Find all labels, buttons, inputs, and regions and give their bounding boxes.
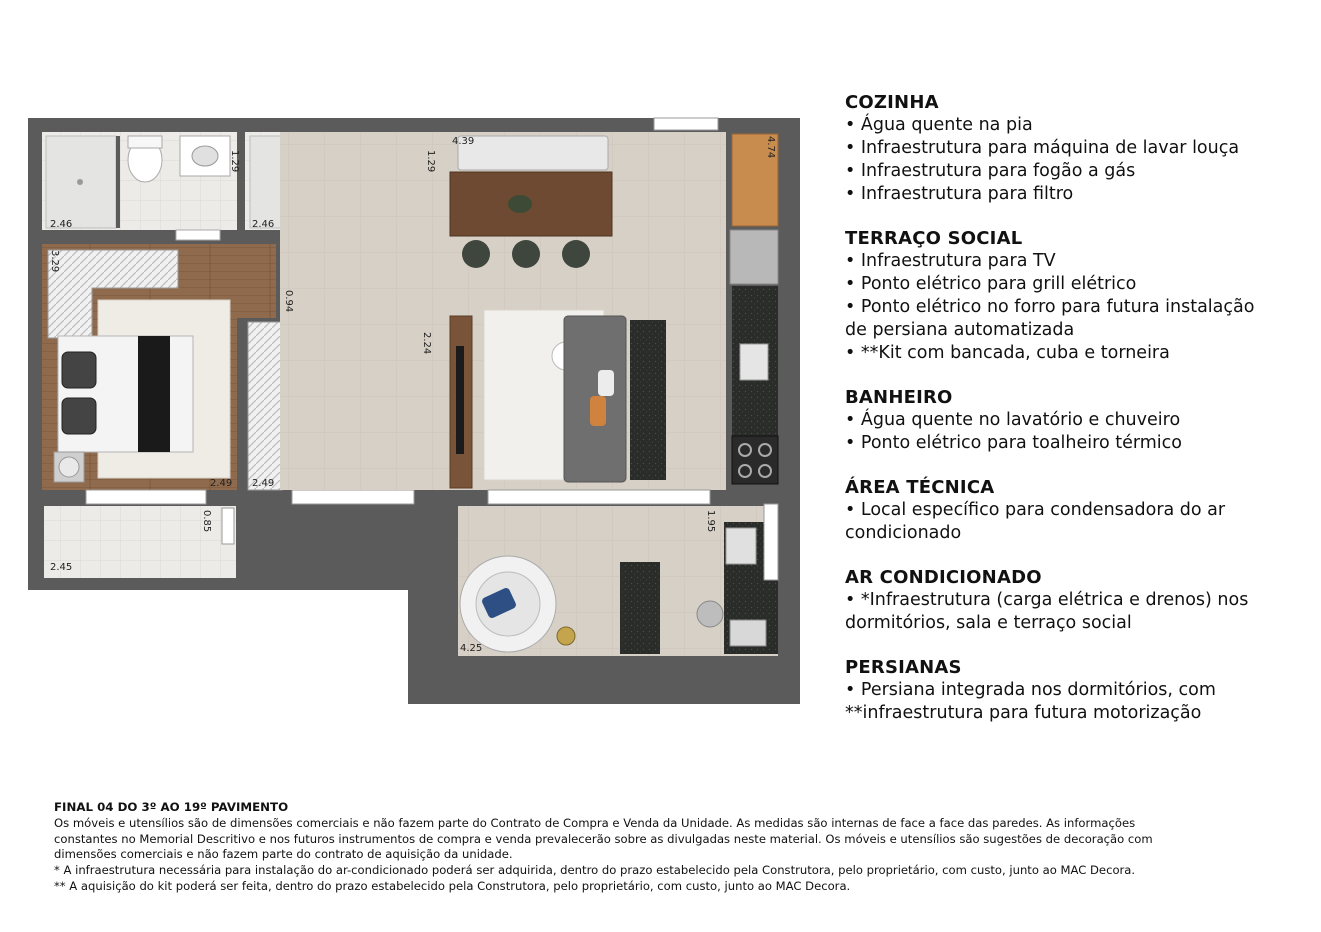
dim-label: 0.94 bbox=[283, 290, 294, 313]
feature-section-terraco-social bbox=[845, 227, 1305, 365]
dim-label: 4.39 bbox=[452, 136, 475, 147]
bench bbox=[458, 136, 608, 170]
dining-chair-2 bbox=[512, 240, 540, 268]
section-title: AR CONDICIONADO bbox=[845, 567, 1042, 588]
features-list bbox=[845, 91, 1305, 746]
shower-drain-1 bbox=[77, 179, 83, 185]
pillow-2 bbox=[62, 398, 96, 434]
terrace-bench bbox=[620, 562, 660, 654]
toilet-tank-1 bbox=[128, 136, 162, 148]
feature-item: • Ponto elétrico para grill elétrico bbox=[845, 274, 1137, 294]
pillow-1 bbox=[62, 352, 96, 388]
kitchen-top-window bbox=[654, 118, 718, 130]
feature-item: dormitórios, sala e terraço social bbox=[845, 613, 1132, 633]
feature-item: • Persiana integrada nos dormitórios, com bbox=[845, 680, 1216, 700]
sofa-console bbox=[630, 320, 666, 480]
footnote-title: FINAL 04 DO 3º AO 19º PAVIMENTO bbox=[54, 800, 289, 814]
dim-label: 1.95 bbox=[705, 510, 716, 533]
bedroom-2-window bbox=[292, 490, 414, 504]
dim-label: 2.46 bbox=[252, 219, 275, 230]
grill bbox=[697, 601, 723, 627]
dim-label: 2.45 bbox=[50, 562, 73, 573]
footnote-line: constantes no Memorial Descritivo e nos futuros instrumentos de compra e venda prevalecerão sobre as divulgadas neste material. Os móveis e utensílios são sugestões de decoração com bbox=[54, 831, 1153, 846]
feature-item: • *Infraestrutura (carga elétrica e drenos) nos bbox=[845, 590, 1249, 610]
section-title: PERSIANAS bbox=[845, 657, 962, 678]
bath-partition-1 bbox=[116, 136, 120, 228]
feature-item: • Ponto elétrico no forro para futura instalação bbox=[845, 297, 1255, 317]
feature-item: • **Kit com bancada, cuba e torneira bbox=[845, 343, 1170, 363]
cushion-orange-1 bbox=[590, 396, 606, 426]
bath-1-door bbox=[176, 230, 220, 240]
dining-chair-3 bbox=[562, 240, 590, 268]
tv bbox=[456, 346, 464, 454]
terrace-side-window bbox=[764, 504, 778, 580]
dim-label: 2.49 bbox=[252, 478, 275, 489]
floor-plan bbox=[0, 0, 800, 710]
bedroom-1-window bbox=[86, 490, 206, 504]
feature-item: • Infraestrutura para filtro bbox=[845, 184, 1074, 204]
feature-item: • Local específico para condensadora do ar bbox=[845, 500, 1226, 520]
dim-label: 3.29 bbox=[49, 250, 60, 273]
bedroom-2-closet bbox=[248, 322, 282, 490]
dim-label: 1.29 bbox=[229, 150, 240, 173]
sink-1 bbox=[192, 146, 218, 166]
footnote-line: dimensões comerciais e não fazem parte do contrato de aquisição da unidade. bbox=[54, 847, 513, 862]
section-title: TERRAÇO SOCIAL bbox=[845, 228, 1023, 249]
dining-chair-1 bbox=[462, 240, 490, 268]
feature-section-ar-condicionado bbox=[845, 566, 1305, 635]
terrace-sink bbox=[726, 528, 756, 564]
bed-throw bbox=[138, 336, 170, 452]
footnote-line: Os móveis e utensílios são de dimensões comerciais e não fazem parte do Contrato de Compra e Venda da Unidade. As medidas são internas de face a face das paredes. As informações bbox=[54, 815, 1136, 830]
feature-item: • Infraestrutura para fogão a gás bbox=[845, 161, 1136, 181]
feature-item: **infraestrutura para futura motorização bbox=[845, 703, 1202, 723]
feature-item: de persiana automatizada bbox=[845, 320, 1075, 340]
dim-label: 2.24 bbox=[421, 332, 432, 355]
feature-section-cozinha bbox=[845, 91, 1305, 206]
living-window bbox=[488, 490, 710, 504]
feature-section-persianas bbox=[845, 656, 1305, 725]
feature-item: condicionado bbox=[845, 523, 962, 543]
section-title: ÁREA TÉCNICA bbox=[845, 477, 995, 498]
refrigerator bbox=[730, 230, 778, 284]
section-title: BANHEIRO bbox=[845, 387, 953, 408]
feature-section-area-tecnica bbox=[845, 476, 1305, 545]
feature-item: • Ponto elétrico para toalheiro térmico bbox=[845, 433, 1182, 453]
technical-area-vent bbox=[222, 508, 234, 544]
nightstand-lamp bbox=[59, 457, 79, 477]
feature-item: • Água quente no lavatório e chuveiro bbox=[845, 410, 1181, 430]
dim-label: 2.49 bbox=[210, 478, 233, 489]
section-title: COZINHA bbox=[845, 92, 939, 113]
footnote-line: ** A aquisição do kit poderá ser feita, dentro do prazo estabelecido pela Construtora, pelo proprietário, com custo, junto ao MAC Decora. bbox=[54, 878, 851, 893]
dim-label: 0.85 bbox=[201, 510, 212, 533]
dim-label: 2.46 bbox=[50, 219, 73, 230]
feature-section-banheiro bbox=[845, 386, 1305, 455]
feature-item: • Água quente na pia bbox=[845, 115, 1033, 135]
kitchen-sink bbox=[740, 344, 768, 380]
dim-label: 4.74 bbox=[765, 136, 776, 159]
terrace-grill-box bbox=[730, 620, 766, 646]
dim-label: 4.25 bbox=[460, 643, 483, 654]
footnotes bbox=[54, 800, 1314, 895]
cushion-white bbox=[598, 370, 614, 396]
dim-label: 1.29 bbox=[425, 150, 436, 173]
cooktop bbox=[732, 436, 778, 484]
terrace-side-table bbox=[557, 627, 575, 645]
footnote-line: * A infraestrutura necessária para instalação do ar-condicionado poderá ser adquirida, dentro do prazo estabelecido pela Construtora, pelo proprietário, com custo, junto ao MAC Decora. bbox=[54, 863, 1136, 878]
feature-item: • Infraestrutura para máquina de lavar louça bbox=[845, 138, 1240, 158]
feature-item: • Infraestrutura para TV bbox=[845, 251, 1056, 271]
table-plant bbox=[508, 195, 532, 213]
